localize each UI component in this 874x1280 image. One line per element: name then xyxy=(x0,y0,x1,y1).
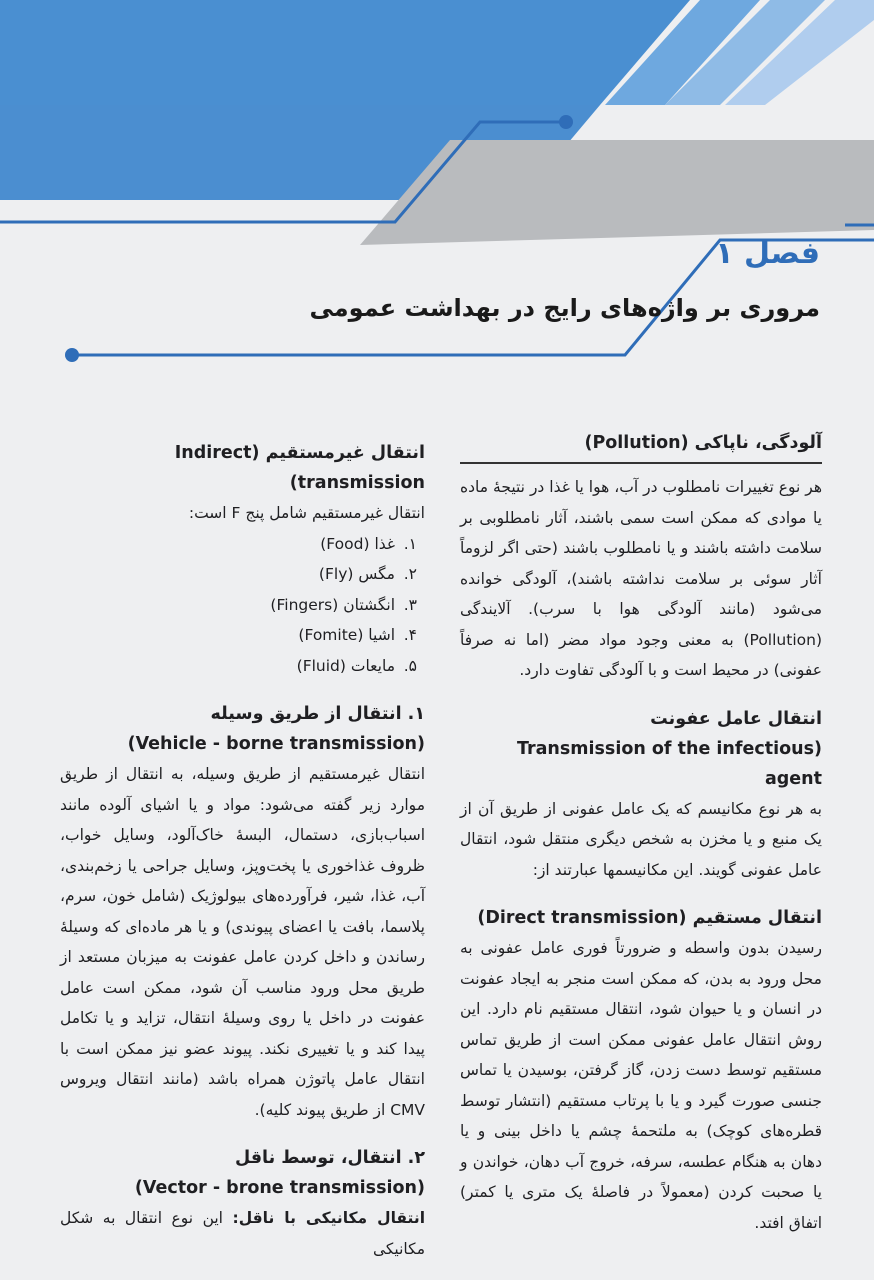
vehicle-body: انتقال غیرمستقیم از طریق وسیله، به انتقال از طریق موارد زیر گفته می‌شود: مواد و یا اشیای آلوده مانند اسباب‌بازی، دستمال، البسهٔ خاک‌آلود، وسایل خواب، ظروف غذاخوری یا پخت‌وپز، وسایل جراحی یا زخم‌بندی، آب، غذا، شیر، فرآورده‌های بیولوژیک (شامل خون، سرم، پلاسما، بافت یا اعضای پیوندی) و یا هر ماده‌ای که وسیلهٔ رساندن و داخل کردن عامل عفونت به میزبان مستعد از طریق محل ورود مناسب آن شود، ممکن است عامل عفونت در داخل یا روی وسیلهٔ انتقال، تزاید و یا تکامل پیدا کند و یا تغییری نکند. پیوند عضو نیز ممکن است با انتقال عامل پاتوژن همراه باشد (مانند انتقال ویروس CMV از طریق پیوند کلیه). xyxy=(60,765,425,1119)
transmission-body: به هر نوع مکانیسم که یک عامل عفونی از طریق آن از یک منبع و یا مخزن به شخص دیگری منتقل شود، انتقال عامل عفونی گویند. این مکانیسمها عبارتند از: xyxy=(460,799,822,879)
vector-mechanical-text: این نوع انتقال به شکل مکانیکی xyxy=(60,1209,425,1258)
chapter-number: فصل ۱ xyxy=(715,236,820,271)
chapter-title-block xyxy=(40,232,820,326)
list-item: ۱. غذا (Food) xyxy=(320,534,417,553)
vector-mechanical xyxy=(60,1203,425,1264)
indirect-heading: انتقال غیرمستقیم (Indirect transmission) xyxy=(174,443,425,493)
direct-heading: انتقال مستقیم (Direct transmission) xyxy=(477,908,822,928)
transmission-heading-fa: انتقال عامل عفونت xyxy=(650,708,822,729)
transmission-heading-en: (Transmission of the infectious agent xyxy=(516,738,822,789)
five-f-list xyxy=(60,529,425,682)
list-item: ۵. مایعات (Fluid) xyxy=(296,656,417,675)
list-item: ۴. اشیا (Fomite) xyxy=(298,626,417,644)
vector-heading-fa: ۲. انتقال، توسط ناقل xyxy=(234,1148,425,1168)
right-column xyxy=(460,428,822,1238)
direct-body: رسیدن بدون واسطه و ضرورتاً فوری عامل عفونی به محل ورود به بدن، که ممکن است منجر به ایجاد عفونت در انسان و یا حیوان شود، انتقال مستقیم نام دارد. این روش انتقال عامل عفونی ممکن است از طریق تماس مستقیم توسط دست زدن، گاز گرفتن، بوسیدن یا تماس جنسی صورت گیرد و یا با پرتاب مستقیم (انتشار توسط قطره‌های کوچک) به ملتحمهٔ چشم یا داخل بینی و یا دهان به هنگام عطسه، سرفه، خروج آب دهان، خواندن و یا صحبت کردن (معمولاً در فاصلهٔ یک متری یا کمتر) اتفاق افتد. xyxy=(460,939,822,1232)
vector-mechanical-label: انتقال مکانیکی با ناقل: xyxy=(232,1209,426,1227)
list-item: ۲. مگس (Fly) xyxy=(318,565,417,583)
vehicle-heading-en: (Vehicle - borne transmission) xyxy=(127,734,425,754)
pollution-body: هر نوع تغییرات نامطلوب در آب، هوا یا غذا در نتیجهٔ ماده یا موادی که ممکن است سمی باشند، آثار نامطلوبی بر سلامت داشته باشند و یا نامطلوب باشند (حتی اگر لزوماً آثار سوئی بر سلامت نداشته باشند)، آلودگی خوانده می‌شود (مانند آلودگی هوا با سرب). آلایندگی (Pollution) به معنی وجود مواد مضر (اما نه صرفاً عفونی) در محیط است و با آلودگی تفاوت دارد. xyxy=(460,478,822,679)
vehicle-heading-fa: ۱. انتقال از طریق وسیله xyxy=(210,704,425,724)
vector-heading-en: (Vector - brone transmission) xyxy=(134,1178,425,1198)
left-column xyxy=(60,438,425,1264)
pollution-heading: آلودگی، ناپاکی (Pollution) xyxy=(460,428,822,464)
list-item: ۳. انگشتان (Fingers) xyxy=(270,595,417,614)
indirect-intro: انتقال غیرمستقیم شامل پنج F است: xyxy=(188,504,425,522)
chapter-title: مروری بر واژه‌های رایج در بهداشت عمومی xyxy=(309,294,820,322)
